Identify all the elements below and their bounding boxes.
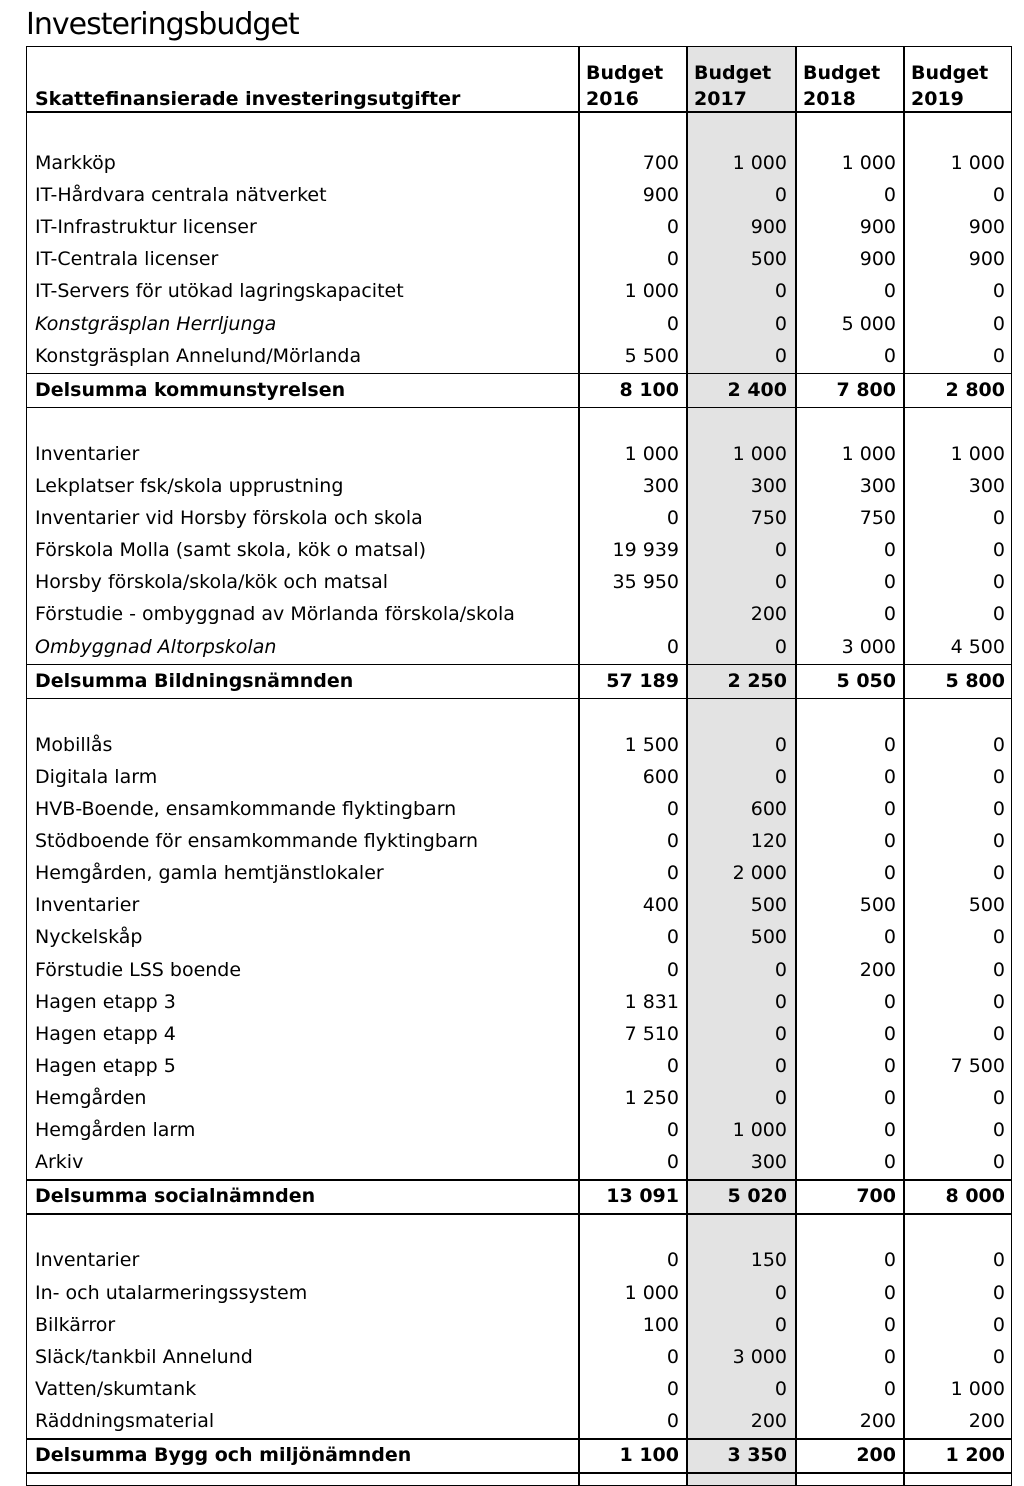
cell-value: 0 xyxy=(774,344,787,367)
cell-value: 0 xyxy=(666,958,679,981)
header-col-line1: Budget xyxy=(694,62,772,84)
cell-value: 0 xyxy=(992,184,1005,207)
row-label: Hagen etapp 5 xyxy=(35,1054,176,1077)
cell-value: 0 xyxy=(883,990,896,1013)
cell-value: 0 xyxy=(992,1345,1005,1368)
cell-value: 0 xyxy=(992,765,1005,788)
cell-value: 0 xyxy=(666,1151,679,1174)
cell-value: 0 xyxy=(992,280,1005,303)
header-divider xyxy=(27,111,1011,113)
cell-value: 3 000 xyxy=(841,635,896,658)
cell-value: 100 xyxy=(642,1313,679,1336)
cell-value: 0 xyxy=(883,539,896,562)
table-row xyxy=(27,566,1011,598)
cell-value: 0 xyxy=(992,926,1005,949)
subtotal-value: 200 xyxy=(856,1444,896,1466)
cell-value: 5 500 xyxy=(624,344,679,367)
header-col-line2: 2017 xyxy=(694,88,747,110)
cell-value: 0 xyxy=(883,830,896,853)
subtotal-value: 8 000 xyxy=(945,1185,1005,1208)
cell-value: 1 000 xyxy=(950,1377,1005,1400)
header-col-line2: 2018 xyxy=(803,88,856,110)
row-label: Inventarier xyxy=(35,1249,140,1272)
cell-value: 0 xyxy=(992,1086,1005,1109)
subtotal-value: 13 091 xyxy=(606,1185,679,1208)
cell-value: 900 xyxy=(859,248,896,271)
cell-value: 0 xyxy=(992,539,1005,562)
subtotal-row xyxy=(27,374,1011,406)
cell-value: 7 510 xyxy=(624,1022,679,1045)
subtotal-value: 8 100 xyxy=(619,378,679,401)
cell-value: 0 xyxy=(992,1119,1005,1141)
cell-value: 200 xyxy=(968,1409,1005,1432)
row-label: HVB-Boende, ensamkommande flyktingbarn xyxy=(35,798,457,820)
page-title: Investeringsbudget xyxy=(26,7,299,42)
cell-value: 0 xyxy=(883,765,896,788)
cell-value: 7 500 xyxy=(950,1054,1005,1077)
row-label: Hagen etapp 3 xyxy=(35,990,176,1013)
cell-value: 0 xyxy=(774,539,787,562)
cell-value: 0 xyxy=(992,958,1005,981)
table-row xyxy=(27,340,1011,372)
table-row xyxy=(27,243,1011,275)
cell-value: 0 xyxy=(883,1086,896,1109)
cell-value: 1 000 xyxy=(624,442,679,465)
cell-value: 1 250 xyxy=(624,1086,679,1109)
cell-value: 4 500 xyxy=(950,635,1005,658)
cell-value: 500 xyxy=(750,248,787,271)
cell-value: 0 xyxy=(774,765,787,788)
subtotal-value: 1 100 xyxy=(619,1444,679,1466)
subtotal-value: 3 350 xyxy=(727,1444,787,1466)
cell-value: 0 xyxy=(992,571,1005,594)
header-col-line1: Budget xyxy=(803,62,881,84)
subtotal-value: 1 200 xyxy=(945,1444,1005,1466)
cell-value: 0 xyxy=(992,1249,1005,1272)
cell-value: 0 xyxy=(666,507,679,530)
cell-value: 0 xyxy=(666,1377,679,1400)
cell-value: 0 xyxy=(666,312,679,335)
subtotal-value: 57 189 xyxy=(606,669,679,692)
table-row xyxy=(27,889,1011,921)
cell-value: 300 xyxy=(859,475,896,497)
cell-value: 0 xyxy=(992,862,1005,885)
section-divider xyxy=(27,698,1011,700)
cell-value: 750 xyxy=(750,507,787,530)
table-row xyxy=(27,825,1011,857)
subtotal-label: Delsumma socialnämnden xyxy=(35,1185,316,1208)
cell-value: 1 000 xyxy=(732,1119,787,1141)
cell-value: 200 xyxy=(750,1409,787,1432)
subtotal-value: 2 250 xyxy=(727,669,787,692)
cell-value: 0 xyxy=(992,603,1005,626)
header-col-line2: 2019 xyxy=(911,88,964,110)
row-label: Bilkärror xyxy=(35,1313,116,1336)
table-row xyxy=(27,1309,1011,1341)
cell-value: 120 xyxy=(750,830,787,853)
subtotal-row xyxy=(27,1180,1011,1212)
header-col-line1: Budget xyxy=(586,62,664,84)
cell-value: 19 939 xyxy=(612,539,679,562)
cell-value: 0 xyxy=(774,990,787,1013)
cell-value: 300 xyxy=(750,1151,787,1174)
row-label: Konstgräsplan Herrljunga xyxy=(35,312,277,335)
cell-value: 0 xyxy=(883,1313,896,1336)
row-label: Vatten/skumtank xyxy=(35,1377,197,1400)
row-label: Hemgården larm xyxy=(35,1119,196,1141)
row-label: Markköp xyxy=(35,152,116,174)
cell-value: 0 xyxy=(992,830,1005,853)
cell-value: 0 xyxy=(992,1151,1005,1174)
subtotal-label: Delsumma Bygg och miljönämnden xyxy=(35,1444,412,1466)
cell-value: 150 xyxy=(750,1249,787,1272)
table-row xyxy=(27,179,1011,211)
cell-value: 0 xyxy=(774,1313,787,1336)
table-row xyxy=(27,1405,1011,1437)
cell-value: 0 xyxy=(883,1022,896,1045)
cell-value: 300 xyxy=(642,475,679,497)
table-row xyxy=(27,308,1011,340)
cell-value: 0 xyxy=(883,862,896,885)
subtotal-row xyxy=(27,1439,1011,1471)
header-col-2017 xyxy=(694,60,771,112)
header-label: Skattefinansierade investeringsutgifter xyxy=(35,88,461,110)
cell-value: 0 xyxy=(666,862,679,885)
cell-value: 0 xyxy=(883,344,896,367)
cell-value: 1 000 xyxy=(624,1281,679,1304)
cell-value: 0 xyxy=(992,733,1005,756)
subtotal-value: 7 800 xyxy=(836,378,896,401)
cell-value: 0 xyxy=(992,1281,1005,1304)
cell-value: 0 xyxy=(666,1409,679,1432)
row-label: Förskola Molla (samt skola, kök o matsal) xyxy=(35,539,427,562)
cell-value: 700 xyxy=(642,152,679,174)
row-label: In- och utalarmeringssystem xyxy=(35,1281,308,1304)
cell-value: 900 xyxy=(859,216,896,239)
cell-value: 0 xyxy=(883,926,896,949)
subtotal-value: 5 020 xyxy=(727,1185,787,1208)
subtotal-value: 2 400 xyxy=(727,378,787,401)
cell-value: 0 xyxy=(666,1119,679,1141)
row-label: Förstudie LSS boende xyxy=(35,958,242,981)
cell-value: 0 xyxy=(992,507,1005,530)
cell-value: 0 xyxy=(883,733,896,756)
cell-value: 400 xyxy=(642,894,679,917)
row-label: Konstgräsplan Annelund/Mörlanda xyxy=(35,344,362,367)
cell-value: 900 xyxy=(642,184,679,207)
cell-value: 1 000 xyxy=(841,152,896,174)
subtotal-value: 700 xyxy=(856,1185,896,1208)
row-label: IT-Hårdvara centrala nätverket xyxy=(35,184,327,207)
cell-value: 750 xyxy=(859,507,896,530)
cell-value: 0 xyxy=(992,990,1005,1013)
cell-value: 1 000 xyxy=(732,152,787,174)
cell-value: 300 xyxy=(968,475,1005,497)
section-divider xyxy=(27,1213,1011,1215)
table-row xyxy=(27,1244,1011,1276)
cell-value: 900 xyxy=(750,216,787,239)
cell-value: 0 xyxy=(992,312,1005,335)
table-row xyxy=(27,438,1011,470)
cell-value: 3 000 xyxy=(732,1345,787,1368)
cell-value: 0 xyxy=(666,635,679,658)
table-row xyxy=(27,631,1011,663)
cell-value: 1 500 xyxy=(624,733,679,756)
cell-value: 0 xyxy=(883,1151,896,1174)
cell-value: 0 xyxy=(883,1054,896,1077)
cell-value: 0 xyxy=(992,1022,1005,1045)
row-label: Lekplatser fsk/skola upprustning xyxy=(35,475,344,497)
cell-value: 0 xyxy=(774,280,787,303)
cell-value: 900 xyxy=(968,216,1005,239)
cell-value: 0 xyxy=(666,216,679,239)
subtotal-label: Delsumma kommunstyrelsen xyxy=(35,378,346,401)
cell-value: 200 xyxy=(750,603,787,626)
cell-value: 0 xyxy=(883,1377,896,1400)
table-row xyxy=(27,761,1011,793)
cell-value: 0 xyxy=(883,1119,896,1141)
table-row xyxy=(27,1373,1011,1405)
row-label: IT-Centrala licenser xyxy=(35,248,219,271)
row-label: Ombyggnad Altorpskolan xyxy=(35,635,277,658)
table-row xyxy=(27,502,1011,534)
cell-value: 0 xyxy=(666,1345,679,1368)
subtotal-value: 5 050 xyxy=(836,669,896,692)
cell-value: 35 950 xyxy=(612,571,679,594)
cell-value: 600 xyxy=(642,765,679,788)
cell-value: 500 xyxy=(750,926,787,949)
row-label: IT-Infrastruktur licenser xyxy=(35,216,257,239)
table-row xyxy=(27,954,1011,986)
row-label: Hagen etapp 4 xyxy=(35,1022,176,1045)
header-col-2019 xyxy=(911,60,988,112)
table-row xyxy=(27,1146,1011,1178)
row-label: Räddningsmaterial xyxy=(35,1409,215,1432)
cell-value: 0 xyxy=(666,248,679,271)
cell-value: 500 xyxy=(750,894,787,917)
table-row xyxy=(27,1114,1011,1146)
cell-value: 300 xyxy=(750,475,787,497)
cell-value: 0 xyxy=(666,798,679,820)
cell-value: 0 xyxy=(666,1054,679,1077)
cell-value: 0 xyxy=(774,1054,787,1077)
cell-value: 0 xyxy=(774,1022,787,1045)
cell-value: 1 000 xyxy=(950,442,1005,465)
cell-value: 5 000 xyxy=(841,312,896,335)
cell-value: 0 xyxy=(883,798,896,820)
table-row xyxy=(27,1277,1011,1309)
table-row xyxy=(27,921,1011,953)
cell-value: 200 xyxy=(859,1409,896,1432)
header-col-2016 xyxy=(586,60,663,112)
cell-value: 0 xyxy=(883,1345,896,1368)
cell-value: 0 xyxy=(774,1086,787,1109)
cell-value: 1 000 xyxy=(732,442,787,465)
table-row xyxy=(27,793,1011,825)
section-divider xyxy=(27,1472,1011,1474)
cell-value: 200 xyxy=(859,958,896,981)
cell-value: 0 xyxy=(883,603,896,626)
header-col-2018 xyxy=(803,60,880,112)
cell-value: 0 xyxy=(992,1313,1005,1336)
table-row xyxy=(27,534,1011,566)
row-label: Hemgården xyxy=(35,1086,147,1109)
subtotal-value: 5 800 xyxy=(945,669,1005,692)
subtotal-value: 2 800 xyxy=(945,378,1005,401)
cell-value: 0 xyxy=(774,184,787,207)
cell-value: 0 xyxy=(883,1249,896,1272)
table-row xyxy=(27,598,1011,630)
cell-value: 500 xyxy=(859,894,896,917)
row-label: IT-Servers för utökad lagringskapacitet xyxy=(35,280,404,303)
cell-value: 1 000 xyxy=(624,280,679,303)
cell-value: 0 xyxy=(992,798,1005,820)
row-label: Stödboende för ensamkommande flyktingbarn xyxy=(35,830,479,853)
table-row xyxy=(27,857,1011,889)
cell-value: 0 xyxy=(774,571,787,594)
cell-value: 0 xyxy=(992,344,1005,367)
cell-value: 1 000 xyxy=(841,442,896,465)
cell-value: 0 xyxy=(883,571,896,594)
row-label: Inventarier vid Horsby förskola och skola xyxy=(35,507,423,530)
cell-value: 0 xyxy=(666,830,679,853)
row-label: Inventarier xyxy=(35,442,140,465)
cell-value: 500 xyxy=(968,894,1005,917)
cell-value: 2 000 xyxy=(732,862,787,885)
cell-value: 900 xyxy=(968,248,1005,271)
row-label: Arkiv xyxy=(35,1151,84,1174)
table-row xyxy=(27,1050,1011,1082)
table-row xyxy=(27,1082,1011,1114)
budget-table xyxy=(26,46,1012,1486)
cell-value: 600 xyxy=(750,798,787,820)
table-row xyxy=(27,729,1011,761)
cell-value: 0 xyxy=(666,1249,679,1272)
cell-value: 1 000 xyxy=(950,152,1005,174)
header-col-line2: 2016 xyxy=(586,88,639,110)
section-divider xyxy=(27,407,1011,409)
cell-value: 0 xyxy=(774,958,787,981)
cell-value: 0 xyxy=(774,1377,787,1400)
table-row xyxy=(27,275,1011,307)
table-row xyxy=(27,1018,1011,1050)
cell-value: 0 xyxy=(774,1281,787,1304)
row-label: Nyckelskåp xyxy=(35,926,143,949)
table-row xyxy=(27,211,1011,243)
cell-value: 0 xyxy=(774,635,787,658)
table-row xyxy=(27,1341,1011,1373)
cell-value: 1 831 xyxy=(624,990,679,1013)
row-label: Inventarier xyxy=(35,894,140,917)
cell-value: 0 xyxy=(883,184,896,207)
subtotal-label: Delsumma Bildningsnämnden xyxy=(35,669,354,692)
cell-value: 0 xyxy=(666,926,679,949)
cell-value: 0 xyxy=(883,1281,896,1304)
cell-value: 0 xyxy=(883,280,896,303)
table-row xyxy=(27,470,1011,502)
row-label: Digitala larm xyxy=(35,765,158,788)
table-row xyxy=(27,986,1011,1018)
table-row xyxy=(27,147,1011,179)
cell-value: 0 xyxy=(774,312,787,335)
subtotal-row xyxy=(27,665,1011,697)
cell-value: 0 xyxy=(774,733,787,756)
row-label: Horsby förskola/skola/kök och matsal xyxy=(35,571,389,594)
row-label: Hemgården, gamla hemtjänstlokaler xyxy=(35,862,384,885)
row-label: Förstudie - ombyggnad av Mörlanda förskola/skola xyxy=(35,603,515,626)
row-label: Släck/tankbil Annelund xyxy=(35,1345,253,1368)
header-col-line1: Budget xyxy=(911,62,989,84)
row-label: Mobillås xyxy=(35,733,113,756)
